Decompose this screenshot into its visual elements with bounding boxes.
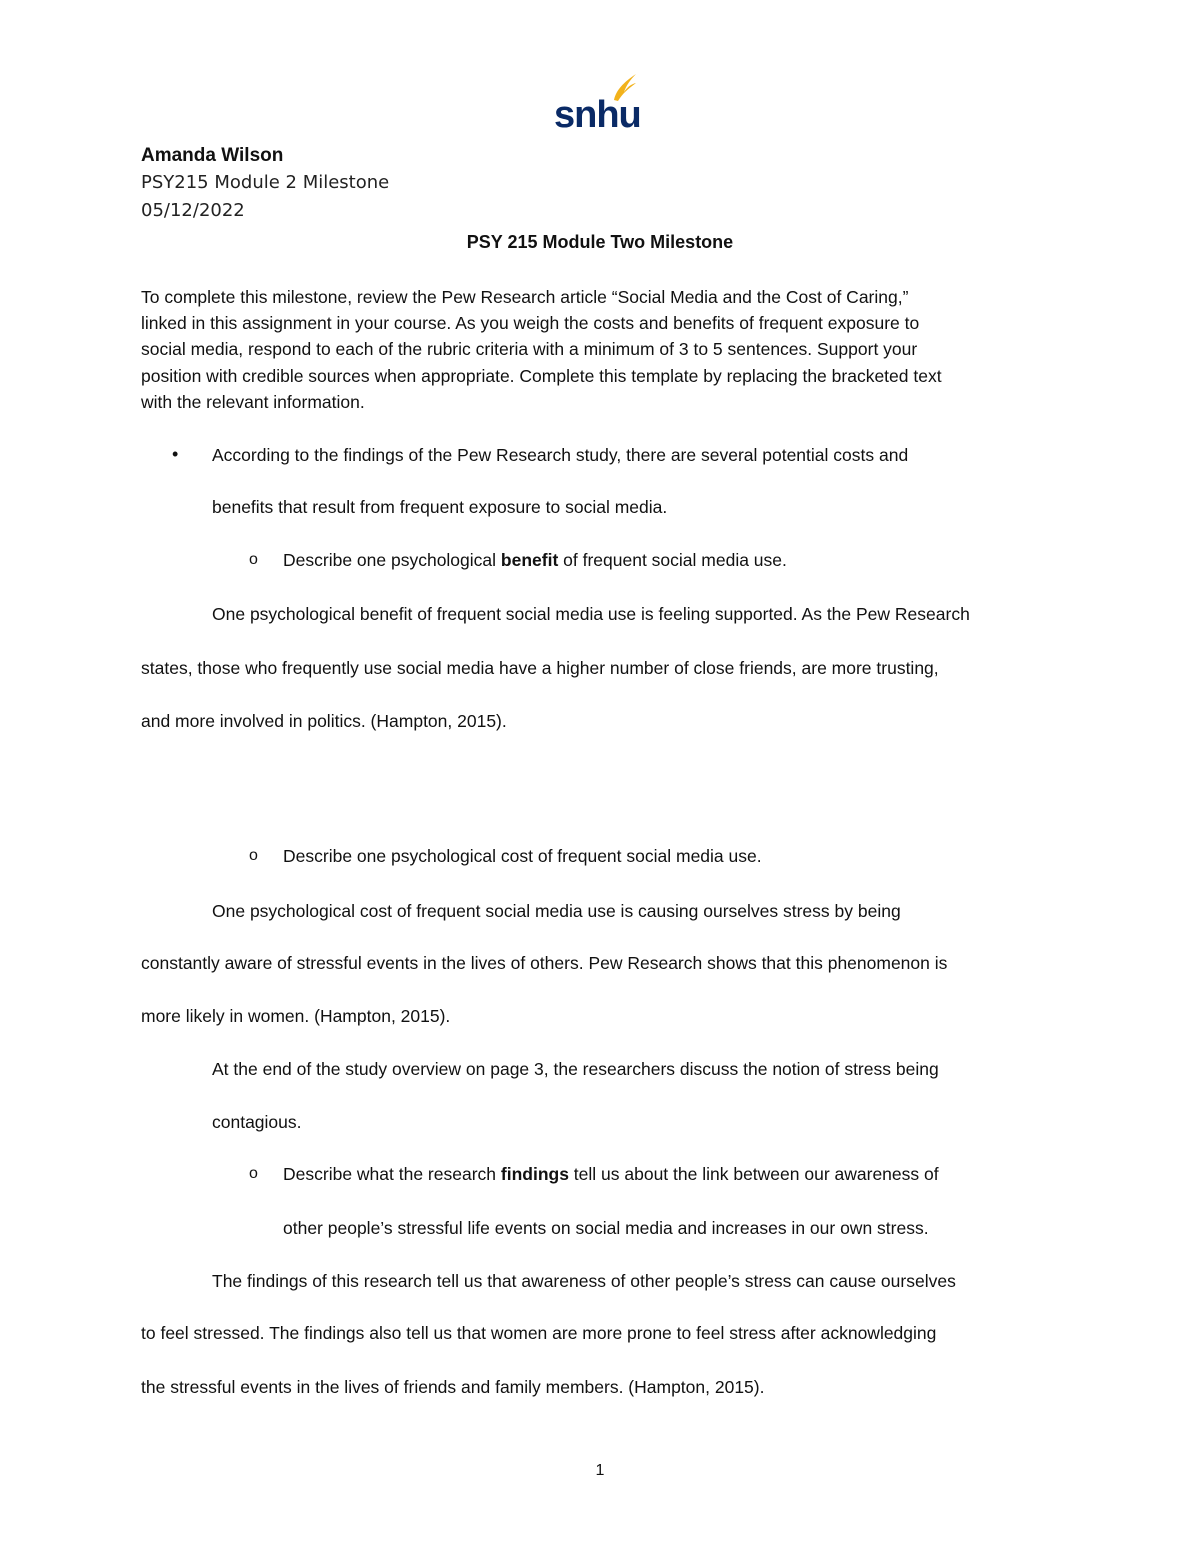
intro-line: To complete this milestone, review the Pew Research article “Social Media and the Cost of Caring,” — [141, 287, 909, 307]
intro-line: position with credible sources when appropriate. Complete this template by replacing the bracketed text — [141, 366, 942, 386]
question-text: Describe what the research — [283, 1164, 501, 1184]
sub-bullet-marker: o — [249, 551, 258, 568]
page-title: PSY 215 Module Two Milestone — [466, 232, 734, 252]
answer-line: One psychological benefit of frequent social media use is feeling supported. As the Pew Research — [212, 604, 970, 624]
course-line: PSY215 Module 2 Milestone — [141, 172, 390, 193]
date-line: 05/12/2022 — [141, 200, 245, 221]
question-cost: Describe one psychological cost of frequent social media use. — [283, 846, 762, 866]
intro-line: social media, respond to each of the rubric criteria with a minimum of 3 to 5 sentences. Support your — [141, 339, 918, 359]
answer-line: to feel stressed. The findings also tell us that women are more prone to feel stress after acknowledging — [141, 1323, 937, 1343]
answer-line: and more involved in politics. (Hampton, 2015). — [141, 711, 507, 731]
question-emphasis: benefit — [500, 550, 559, 570]
page-number: 1 — [595, 1462, 605, 1479]
sub-bullet-marker: o — [249, 1165, 258, 1182]
question-text: tell us about the link between our awareness of — [568, 1164, 939, 1184]
intro-line: with the relevant information. — [141, 392, 365, 412]
question-benefit — [283, 550, 787, 570]
answer-line: constantly aware of stressful events in the lives of others. Pew Research shows that this phenomenon is — [141, 953, 948, 973]
logo-text: snhu — [554, 94, 641, 136]
question-emphasis: findings — [500, 1164, 569, 1184]
question-findings — [283, 1164, 939, 1184]
bullet-text: According to the findings of the Pew Research study, there are several potential costs and — [212, 445, 909, 465]
answer-line: The findings of this research tell us that awareness of other people’s stress can cause ourselves — [212, 1271, 956, 1291]
answer-line: more likely in women. (Hampton, 2015). — [141, 1006, 451, 1026]
question-text: Describe one psychological — [283, 550, 501, 570]
question-findings-line2: other people’s stressful life events on social media and increases in our own stress. — [283, 1218, 929, 1238]
bullet-text: benefits that result from frequent exposure to social media. — [212, 497, 668, 517]
bullet-text: At the end of the study overview on page 3, the researchers discuss the notion of stress being — [212, 1059, 939, 1079]
bullet-marker: • — [172, 444, 179, 464]
snhu-logo — [554, 72, 640, 134]
question-text: of frequent social media use. — [558, 550, 787, 570]
sub-bullet-marker: o — [249, 847, 258, 864]
answer-line: states, those who frequently use social media have a higher number of close friends, are more trusting, — [141, 658, 939, 678]
answer-line: the stressful events in the lives of friends and family members. (Hampton, 2015). — [141, 1377, 765, 1397]
intro-line: linked in this assignment in your course. As you weigh the costs and benefits of frequent exposure to — [141, 313, 920, 333]
bullet-text: contagious. — [212, 1112, 302, 1132]
author-name: Amanda Wilson — [141, 145, 284, 166]
answer-line: One psychological cost of frequent social media use is causing ourselves stress by being — [212, 901, 901, 921]
